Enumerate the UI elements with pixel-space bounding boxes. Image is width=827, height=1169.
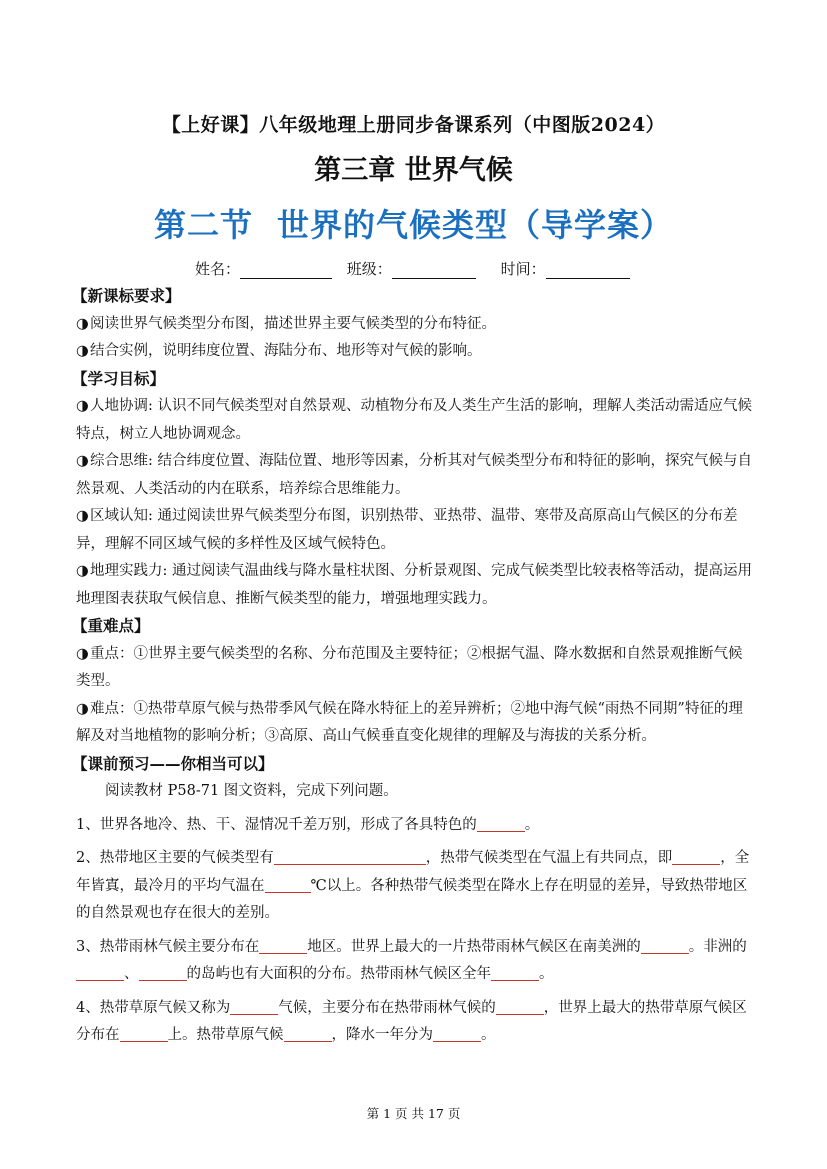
answer-blank[interactable] <box>76 962 124 981</box>
chapter-title: 第三章 世界气候 <box>314 155 513 186</box>
answer-blank[interactable] <box>496 996 544 1015</box>
goal-item: ◑人地协调: 认识不同气候类型对自然景观、动植物分布及人类生产生活的影响，理解人类活动需适应气候特点，树立人地协调观念。 <box>76 393 756 448</box>
section-title <box>0 200 827 246</box>
answer-blank[interactable] <box>259 935 307 954</box>
class-label: 班级： <box>346 260 392 278</box>
section-number: 第二节 <box>153 206 253 244</box>
answer-blank[interactable] <box>477 813 525 832</box>
question-3: 3、热带雨林气候主要分布在 地区。世界上最大的一片热带雨林气候区在南美洲的 。非洲的、 的岛屿也有大面积的分布。热带雨林气候区全年 。 <box>76 934 756 989</box>
name-blank[interactable] <box>240 262 332 279</box>
half-circle-bullet-icon: ◑ <box>76 563 89 579</box>
half-circle-bullet-icon: ◑ <box>76 700 89 717</box>
series-title: 【上好课】八年级地理上册同步备课系列（中图版2024） <box>161 114 666 136</box>
half-circle-bullet-icon: ◑ <box>76 315 89 332</box>
answer-blank[interactable] <box>672 846 720 865</box>
curriculum-item: ◑结合实例，说明纬度位置、海陆分布、地形等对气候的影响。 <box>76 338 756 366</box>
curriculum-heading: 【新课标要求】 <box>72 287 181 305</box>
answer-blank[interactable] <box>265 874 311 893</box>
answer-blank[interactable] <box>641 935 689 954</box>
document-body <box>72 283 756 1050</box>
key-point-item: ◑重点：①世界主要气候类型的名称、分布范围及主要特征；②根据气温、降水数据和自然景观推断气候类型。 <box>76 641 756 696</box>
class-field <box>347 258 476 279</box>
goals-heading: 【学习目标】 <box>72 369 166 388</box>
preview-heading: 【课前预习——你相当可以】 <box>72 754 274 773</box>
question-2: 2、热带地区主要的气候类型有 ，热带气候类型在气温上有共同点，即 ，全年皆寘，最冷月的平均气温在 ℃以上。各种热带气候类型在降水上存在明显的差异，导致热带地区的自然景观也存在很大的差别。 <box>76 845 756 928</box>
answer-blank[interactable] <box>274 846 426 865</box>
name-field <box>195 258 332 279</box>
question-1: 1、世界各地冷、热、干、湿情况千差万别，形成了各具特色的 。 <box>76 812 756 840</box>
key-points-heading: 【重难点】 <box>72 617 150 635</box>
time-label: 时间： <box>500 260 546 278</box>
half-circle-bullet-icon: ◑ <box>76 645 89 662</box>
answer-blank[interactable] <box>433 1023 481 1042</box>
half-circle-bullet-icon: ◑ <box>76 343 89 359</box>
difficult-point-item: ◑难点：①热带草原气候与热带季风气候在降水特征上的差异辨析；②地中海气候“雨热不同期”特征的理解及对当地植物的影响分析；③高原、高山气候垂直变化规律的理解及与海拔的关系分析。 <box>76 696 756 751</box>
preview-intro: 阅读教材 P58-71 图文资料，完成下列问题。 <box>105 783 398 799</box>
name-label: 姓名： <box>195 260 241 278</box>
half-circle-bullet-icon: ◑ <box>76 508 89 524</box>
half-circle-bullet-icon: ◑ <box>76 453 89 469</box>
curriculum-item: ◑阅读世界气候类型分布图，描述世界主要气候类型的分布特征。 <box>76 311 756 339</box>
goal-item: ◑地理实践力: 通过阅读气温曲线与降水量柱状图、分析景观图、完成气候类型比较表格等活动，提高运用地理图表获取气候信息、推断气候类型的能力，增强地理实践力。 <box>76 558 756 613</box>
goal-item: ◑综合思维: 结合纬度位置、海陆位置、地形等因素，分析其对气候类型分布和特征的影响，探究气候与自然景观、人类活动的内在联系，培养综合思维能力。 <box>76 448 756 503</box>
time-blank[interactable] <box>546 262 630 279</box>
section-name: 世界的气候类型（导学案） <box>277 206 674 244</box>
answer-blank[interactable] <box>491 962 539 981</box>
answer-blank[interactable] <box>284 1023 332 1042</box>
student-info-line <box>195 258 640 279</box>
question-4: 4、热带草原气候又称为 气候，主要分布在热带雨林气候的 ，世界上最大的热带草原气候区分布在 上。热带草原气候 ，降水一年分为 。 <box>76 995 756 1050</box>
time-field <box>501 258 630 279</box>
answer-blank[interactable] <box>230 996 278 1015</box>
answer-blank[interactable] <box>139 962 187 981</box>
answer-blank[interactable] <box>120 1023 168 1042</box>
page-footer: 第 1 页 共 17 页 <box>366 1106 461 1121</box>
class-blank[interactable] <box>392 262 476 279</box>
goal-item: ◑区域认知: 通过阅读世界气候类型分布图，识别热带、亚热带、温带、寒带及高原高山气候区的分布差异，理解不同区域气候的多样性及区域气候特色。 <box>76 503 756 558</box>
half-circle-bullet-icon: ◑ <box>76 398 89 414</box>
